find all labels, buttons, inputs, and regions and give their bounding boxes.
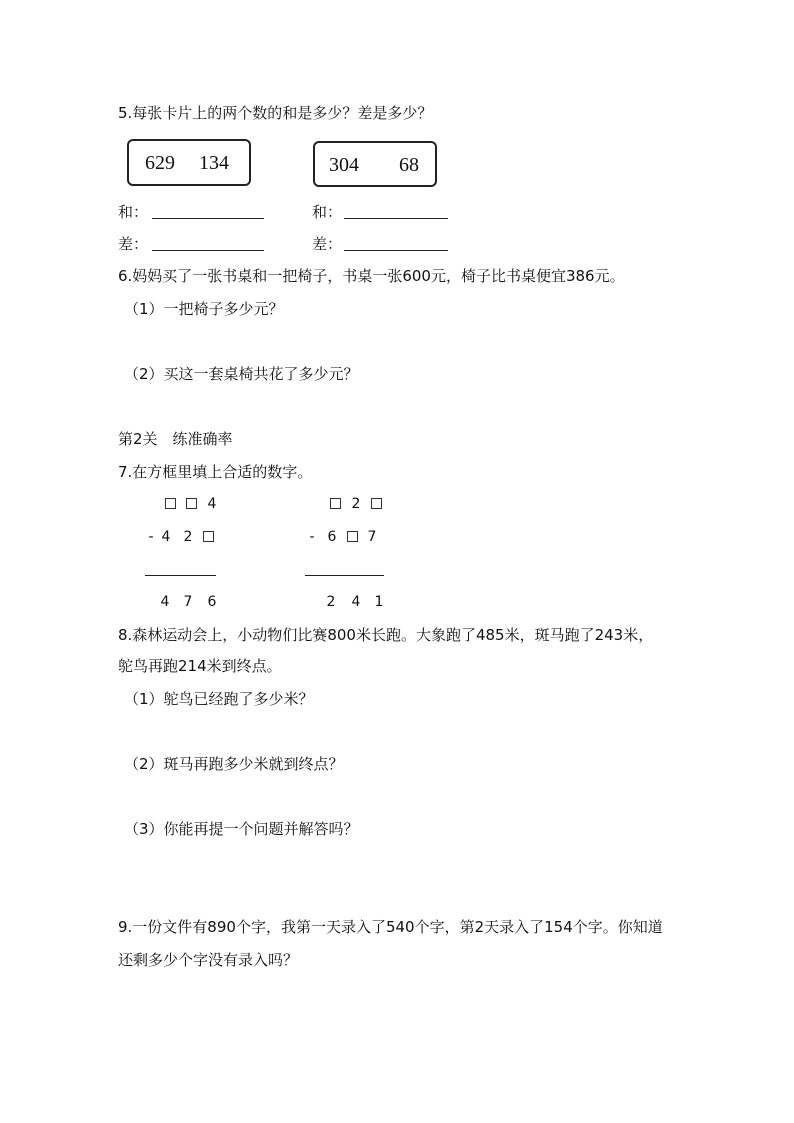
- number-card-2: [313, 141, 437, 187]
- card-1-sum-label: 和：: [118, 203, 149, 221]
- q8-sub3: （3）你能再提一个问题并解答吗？: [124, 820, 359, 838]
- q7-right-row1-box-ones[interactable]: [371, 498, 382, 509]
- q7-left-row2-tens: 2: [183, 529, 193, 545]
- q6-sub1: （1）一把椅子多少元？: [124, 300, 284, 318]
- card-1-number-b: 134: [199, 152, 229, 174]
- q7-right-row2-hundreds: 6: [327, 529, 337, 545]
- card-1-sum-answer-line[interactable]: [152, 218, 264, 219]
- q7-right-result-tens: 4: [351, 594, 361, 610]
- q7-right-row2-box-tens[interactable]: [347, 531, 358, 542]
- card-2-sum-answer-line[interactable]: [344, 218, 448, 219]
- q7-left-row1-box-hundreds[interactable]: [165, 498, 176, 509]
- q5-prompt: 5.每张卡片上的两个数的和是多少？差是多少？: [118, 104, 433, 122]
- q6-sub2: （2）买这一套桌椅共花了多少元？: [124, 365, 359, 383]
- q7-right-result-rule: [305, 575, 384, 576]
- q7-left-row2-hundreds: 4: [161, 529, 171, 545]
- card-1-diff-label: 差：: [118, 235, 149, 253]
- q7-left-minus-sign: -: [148, 529, 154, 545]
- card-1-number-a: 629: [145, 152, 175, 174]
- q7-prompt: 7.在方框里填上合适的数字。: [118, 463, 313, 481]
- q7-left-row1-box-tens[interactable]: [186, 498, 197, 509]
- q7-left-result-rule: [145, 575, 216, 576]
- q9-prompt-line1: 9.一份文件有890个字，我第一天录入了540个字，第2天录入了154个字。你知道: [118, 918, 663, 936]
- q9-prompt-line2: 还剩多少个字没有录入吗？: [118, 951, 299, 969]
- q8-sub1: （1）鸵鸟已经跑了多少米？: [124, 690, 314, 708]
- q8-prompt-line1: 8.森林运动会上，小动物们比赛800米长跑。大象跑了485米，斑马跑了243米，: [118, 626, 654, 644]
- section-heading: 第2关 练准确率: [118, 430, 233, 448]
- q7-right-row1-box-hundreds[interactable]: [330, 498, 341, 509]
- card-2-diff-answer-line[interactable]: [344, 250, 448, 251]
- q6-prompt: 6.妈妈买了一张书桌和一把椅子，书桌一张600元，椅子比书桌便宜386元。: [118, 267, 625, 285]
- card-2-number-a: 304: [329, 154, 359, 176]
- card-1-diff-answer-line[interactable]: [152, 250, 264, 251]
- q7-left-result-hundreds: 4: [160, 594, 170, 610]
- card-2-number-b: 68: [399, 154, 419, 176]
- q7-right-result-ones: 1: [374, 594, 384, 610]
- q7-right-minus-sign: -: [309, 529, 315, 545]
- q7-left-row2-box-ones[interactable]: [203, 531, 214, 542]
- number-card-1: [127, 139, 251, 186]
- q8-sub2: （2）斑马再跑多少米就到终点？: [124, 755, 344, 773]
- q7-left-result-tens: 7: [183, 594, 193, 610]
- q7-left-row1-ones: 4: [207, 496, 217, 512]
- q8-prompt-line2: 鸵鸟再跑214米到终点。: [118, 657, 282, 675]
- card-2-sum-label: 和：: [312, 203, 343, 221]
- q7-right-row2-ones: 7: [367, 529, 377, 545]
- q7-left-result-ones: 6: [207, 594, 217, 610]
- card-2-diff-label: 差：: [312, 235, 343, 253]
- q7-right-row1-tens: 2: [351, 496, 361, 512]
- q7-right-result-hundreds: 2: [326, 594, 336, 610]
